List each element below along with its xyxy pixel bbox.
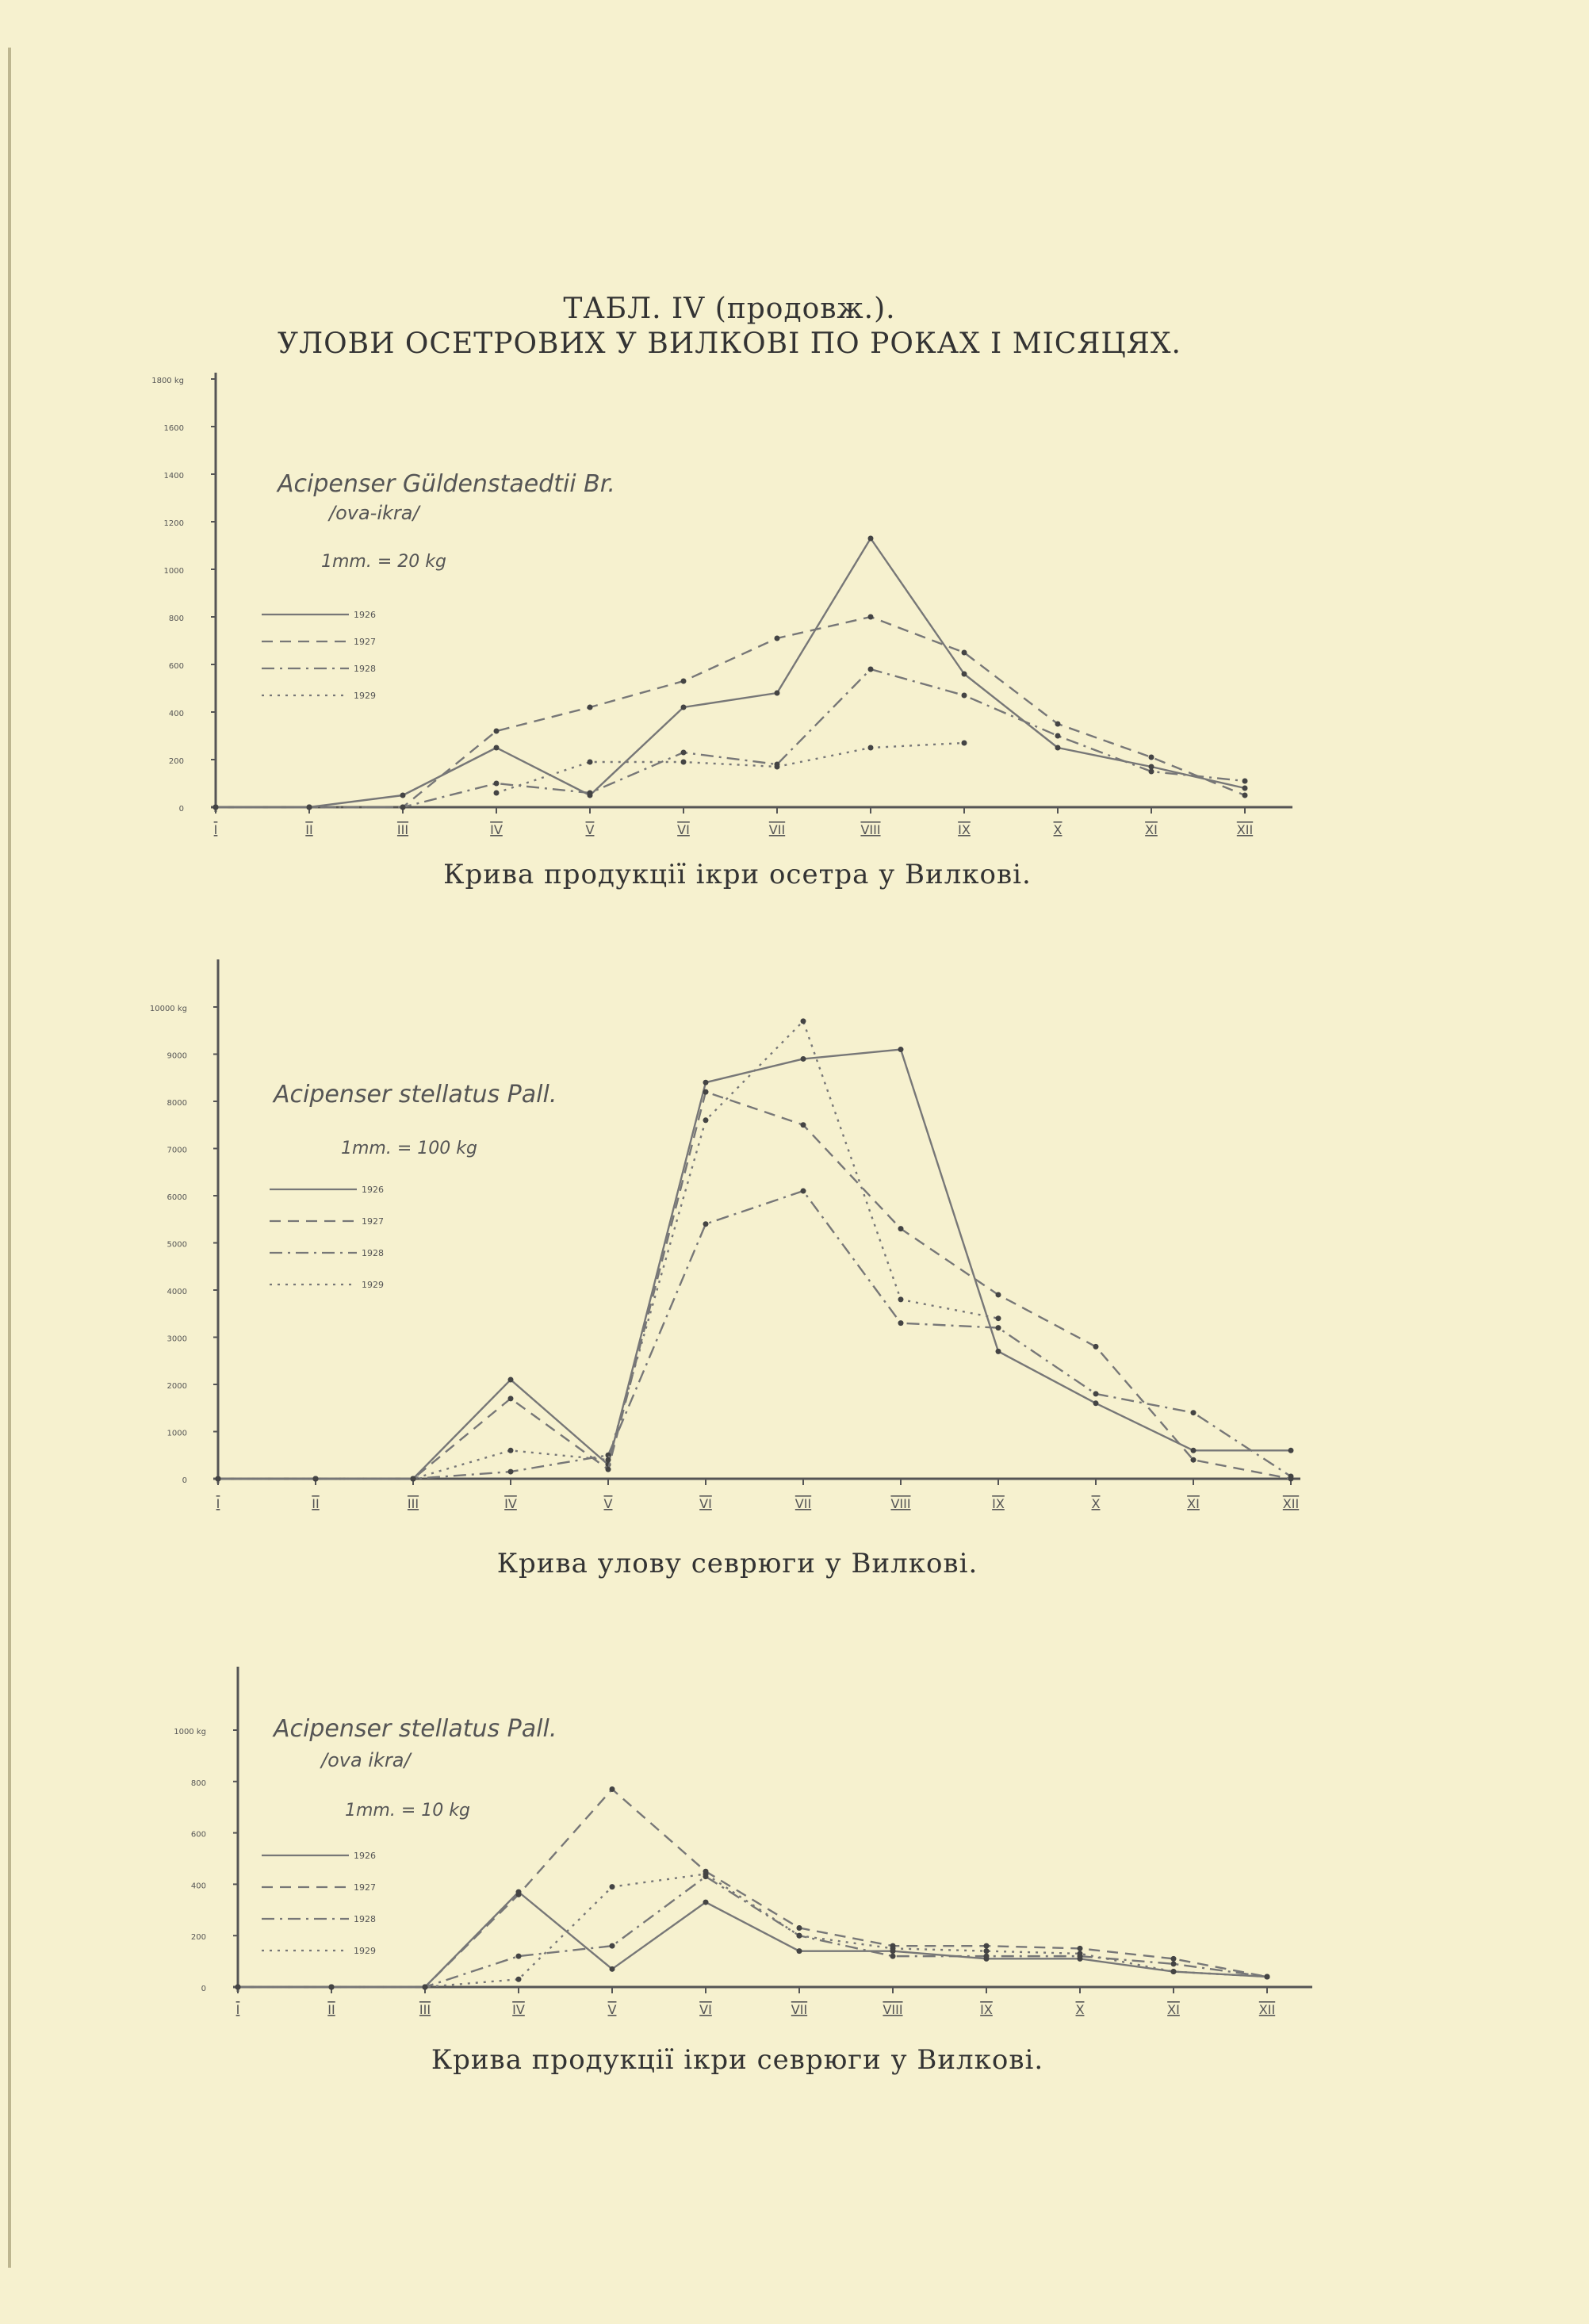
data-point-1927 [801,1122,806,1128]
title-line-2: УЛОВИ ОСЕТРОВИХ У ВИЛКОВІ ПО РОКАХ І МІСЯЦЯХ. [278,327,1181,360]
data-point-1926 [681,705,687,710]
data-point-1929 [516,1977,522,1982]
data-point-1927 [703,1089,709,1095]
data-point-1926 [494,745,500,751]
data-point-1927 [1093,1344,1099,1350]
month-label: IX [980,2002,993,2017]
data-point-1927 [775,636,780,641]
legend-label-1928: 1928 [354,664,376,674]
data-point-1926 [797,1948,802,1954]
legend-label-1927: 1927 [354,1882,376,1893]
species-sublabel: /ova ikra/ [321,1749,411,1771]
data-point-1928 [703,1221,709,1227]
month-label: X [1053,822,1063,837]
y-tick-label: 1800 kg [151,377,184,385]
sturgeon-roe-chart [0,373,1316,848]
y-tick-label: 600 [190,1830,206,1840]
data-point-1929 [411,1476,416,1482]
y-tick-label: 1000 [163,567,184,576]
month-label: V [603,1496,613,1511]
y-tick-label: 400 [190,1882,206,1891]
species-label: Acipenser stellatus Pall. [274,1081,557,1108]
data-point-1926 [703,1900,709,1905]
month-label: VIII [860,822,881,837]
data-point-1927 [1149,755,1154,760]
data-point-1926 [610,1966,615,1972]
data-point-1928 [1149,769,1154,775]
data-point-1929 [890,1946,896,1951]
data-point-1929 [606,1457,611,1463]
data-point-1926 [775,691,780,696]
data-point-1926 [1055,745,1061,751]
data-point-1926 [1288,1448,1294,1453]
data-point-1929 [494,791,500,796]
data-point-1929 [703,1871,709,1877]
data-point-1929 [1265,1974,1270,1980]
data-point-1927 [1078,1946,1083,1951]
y-tick-label: 3000 [167,1334,187,1344]
month-label: XI [1145,822,1158,837]
month-label: VIII [890,1496,911,1511]
data-point-1926 [868,536,874,542]
data-point-1929 [868,745,874,751]
data-point-1928 [1242,779,1248,784]
data-point-1929 [801,1018,806,1024]
scale-note: 1mm. = 100 kg [341,1139,477,1158]
scale-note: 1mm. = 20 kg [321,552,446,572]
month-label: VI [699,2002,712,2017]
legend-label-1929: 1929 [362,1280,384,1290]
data-point-1929 [984,1948,990,1954]
stellate-sturgeon-roe-chart [0,1657,1332,2030]
month-label: IV [490,822,503,837]
data-point-1929 [962,741,967,746]
data-point-1928 [898,1320,904,1326]
data-point-1929 [681,760,687,765]
data-point-1927 [1191,1457,1197,1463]
data-point-1928 [1093,1391,1099,1396]
data-point-1926 [1242,786,1248,791]
stellate-sturgeon-catch-chart [0,951,1316,1522]
data-point-1926 [1093,1400,1099,1406]
series-line-1929 [496,743,964,793]
data-point-1929 [703,1117,709,1123]
y-tick-label: 1200 [163,519,184,528]
title-line-1: ТАБЛ. IV (продовж.). [563,293,896,325]
legend-label-1926: 1926 [354,1851,376,1861]
scale-note: 1mm. = 10 kg [345,1801,470,1821]
data-point-1929 [775,764,780,770]
month-label: VII [791,2002,808,2017]
month-label: II [312,1496,320,1511]
data-point-1927 [681,679,687,684]
y-tick-label: 4000 [167,1288,187,1296]
species-sublabel: /ova-ikra/ [329,502,419,524]
month-label: XII [1282,1496,1300,1511]
data-point-1928 [1171,1961,1177,1966]
data-point-1926 [1191,1448,1197,1453]
y-tick-label: 0 [178,805,184,814]
data-point-1929 [235,1985,241,1990]
y-tick-label: 800 [190,1778,206,1788]
month-label: V [585,822,595,837]
month-label: X [1075,2002,1085,2017]
data-point-1927 [516,1892,522,1897]
data-point-1927 [1171,1956,1177,1962]
data-point-1928 [588,791,593,796]
data-point-1928 [1288,1474,1294,1480]
data-point-1927 [868,615,874,620]
data-point-1926 [898,1047,904,1052]
chart2-caption: Крива улову севрюги у Вилкові. [496,1548,978,1579]
y-tick-label: 400 [168,710,184,718]
month-label: VII [768,822,786,837]
month-label: IV [512,2002,525,2017]
data-point-1929 [898,1296,904,1302]
data-point-1929 [508,1448,514,1453]
data-point-1927 [898,1226,904,1231]
y-tick-label: 2000 [167,1382,187,1391]
data-point-1926 [703,1080,709,1085]
legend-label-1929: 1929 [354,1946,376,1956]
month-label: XII [1236,822,1254,837]
data-point-1928 [984,1954,990,1959]
data-point-1928 [494,781,500,787]
data-point-1927 [606,1467,611,1472]
data-point-1927 [494,729,500,734]
data-point-1926 [400,793,406,798]
y-tick-label: 9000 [167,1051,187,1061]
data-point-1927 [996,1292,1001,1297]
month-label: XI [1167,2002,1180,2017]
y-tick-label: 200 [190,1933,206,1943]
data-point-1926 [962,672,967,677]
month-label: IX [992,1496,1005,1511]
month-label: XI [1187,1496,1200,1511]
month-label: VIII [883,2002,903,2017]
data-point-1928 [1191,1410,1197,1415]
month-label: II [327,2002,335,2017]
month-label: X [1091,1496,1101,1511]
data-point-1926 [801,1056,806,1062]
y-tick-label: 1400 [163,472,184,480]
month-label: VI [699,1496,712,1511]
series-line-1928 [218,1191,1291,1479]
y-tick-label: 5000 [167,1240,187,1250]
data-point-1928 [868,667,874,672]
y-tick-label: 1600 [163,424,184,433]
data-point-1928 [962,693,967,699]
data-point-1928 [508,1469,514,1475]
y-tick-label: 0 [201,1985,206,1993]
month-label: III [407,1496,419,1511]
month-label: IV [504,1496,517,1511]
month-label: IX [958,822,971,837]
month-label: I [235,2002,240,2017]
month-label: I [216,1496,220,1511]
legend-label-1926: 1926 [362,1185,384,1195]
series-line-1929 [238,1874,1267,1987]
data-point-1929 [1078,1951,1083,1956]
legend-label-1927: 1927 [362,1216,384,1227]
data-point-1929 [216,1476,221,1482]
month-label: I [213,822,218,837]
data-point-1928 [681,750,687,756]
data-point-1929 [797,1933,802,1939]
y-tick-label: 6000 [167,1193,187,1202]
data-point-1927 [610,1786,615,1792]
month-label: XII [1258,2002,1276,2017]
data-point-1929 [610,1884,615,1889]
data-point-1928 [400,805,406,810]
month-label: II [305,822,313,837]
data-point-1929 [1171,1969,1177,1974]
month-label: V [607,2002,617,2017]
series-line-1928 [238,1877,1267,1987]
data-point-1929 [996,1315,1001,1321]
y-tick-label: 1000 [167,1429,187,1438]
legend-label-1928: 1928 [362,1248,384,1258]
legend-label-1929: 1929 [354,691,376,701]
data-point-1928 [516,1954,522,1959]
species-label: Acipenser Güldenstaedtii Br. [278,470,615,498]
data-point-1928 [610,1943,615,1949]
data-point-1929 [588,760,593,765]
y-tick-label: 200 [168,757,184,766]
series-line-1926 [218,1050,1291,1479]
month-label: VII [794,1496,812,1511]
data-point-1927 [984,1943,990,1949]
data-point-1929 [329,1985,335,1990]
month-label: III [396,822,409,837]
y-tick-label: 7000 [167,1146,187,1155]
data-point-1927 [1055,722,1061,727]
data-point-1927 [588,705,593,710]
data-point-1927 [962,650,967,656]
month-label: III [419,2002,431,2017]
data-point-1926 [1149,764,1154,770]
data-point-1928 [307,805,312,810]
y-tick-label: 800 [168,615,184,623]
month-label: VI [677,822,690,837]
y-tick-label: 0 [182,1476,187,1485]
y-tick-label: 600 [168,662,184,671]
chart3-caption: Крива продукції ікри севрюги у Вилкові. [431,2044,1044,2076]
data-point-1927 [1242,793,1248,798]
data-point-1928 [1055,733,1061,739]
data-point-1929 [423,1985,428,1990]
data-point-1928 [213,805,219,810]
data-point-1928 [801,1189,806,1194]
data-point-1927 [508,1396,514,1401]
data-point-1928 [890,1954,896,1959]
data-point-1927 [797,1925,802,1931]
legend-label-1928: 1928 [354,1914,376,1924]
chart1-caption: Крива продукції ікри осетра у Вилкові. [443,859,1032,890]
y-tick-label: 10000 kg [149,1005,187,1013]
legend-label-1926: 1926 [354,610,376,620]
legend-label-1927: 1927 [354,637,376,647]
y-tick-label: 1000 kg [174,1728,206,1736]
y-tick-label: 8000 [167,1099,187,1108]
data-point-1929 [313,1476,319,1482]
data-point-1928 [996,1325,1001,1330]
table-title [0,292,1459,362]
data-point-1926 [996,1349,1001,1354]
data-point-1926 [508,1377,514,1383]
species-label: Acipenser stellatus Pall. [274,1715,557,1743]
